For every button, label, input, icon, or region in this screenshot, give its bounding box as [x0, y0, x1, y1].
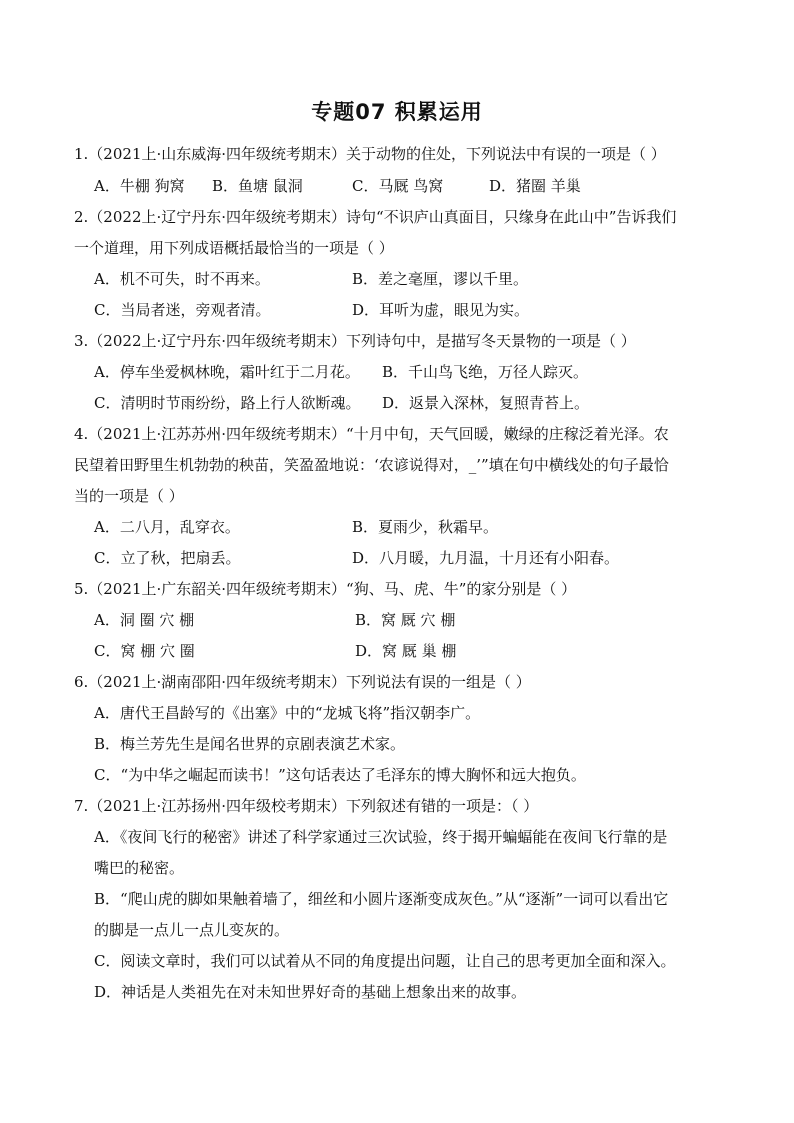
q5-option-d: D．窝 厩 巢 棚	[355, 642, 457, 660]
page-title: 专题07 积累运用	[311, 100, 483, 124]
q6-option-c: C．“为中华之崛起而读书！”这句话表达了毛泽东的博大胸怀和远大抱负。	[94, 766, 586, 784]
q5-option-b: B．窝 厩 穴 棚	[355, 611, 456, 629]
q3-option-a: A．停车坐爱枫林晚，霜叶红于二月花。	[94, 363, 360, 381]
q4-option-c: C．立了秋，把扇丢。	[94, 549, 241, 567]
q5-option-c: C．窝 棚 穴 圈	[94, 642, 195, 660]
question-2-stem-line1: 2.（2022上·辽宁丹东·四年级统考期末）诗句“不识庐山真面目，只缘身在此山中”告诉我们	[74, 208, 677, 226]
q3-option-b: B．千山鸟飞绝，万径人踪灭。	[382, 363, 589, 381]
question-4-stem-line3: 当的一项是（ ）	[74, 487, 184, 505]
q1-option-d: D．猪圈 羊巢	[489, 177, 581, 195]
q3-option-c: C．清明时节雨纷纷，路上行人欲断魂。	[94, 394, 361, 412]
question-7-stem: 7.（2021上·江苏扬州·四年级校考期末）下列叙述有错的一项是：（ ）	[74, 797, 539, 815]
question-3-stem: 3.（2022上·辽宁丹东·四年级统考期末）下列诗句中，是描写冬天景物的一项是（ ）	[74, 332, 636, 350]
q2-option-c: C．当局者迷，旁观者清。	[94, 301, 271, 319]
q2-option-b: B．差之毫厘，谬以千里。	[352, 270, 529, 288]
question-1-stem: 1.（2021上·山东威海·四年级统考期末）关于动物的住处，下列说法中有误的一项是（ ）	[74, 145, 666, 163]
q7-option-a-line1: A．《夜间飞行的秘密》讲述了科学家通过三次试验，终于揭开蝙蝠能在夜间飞行靠的是	[94, 828, 668, 846]
q7-option-c: C．阅读文章时，我们可以试着从不同的角度提出问题，让自己的思考更加全面和深入。	[94, 952, 676, 970]
question-4-stem-line1: 4.（2021上·江苏苏州·四年级统考期末）“十月中旬，天气回暖，嫩绿的庄稼泛着光泽。农	[74, 425, 669, 443]
q6-option-b: B．梅兰芳先生是闻名世界的京剧表演艺术家。	[94, 735, 406, 753]
q1-option-b: B．鱼塘 鼠洞	[212, 177, 303, 195]
q1-option-a: A．牛棚 狗窝	[94, 177, 185, 195]
q7-option-a-line2: 嘴巴的秘密。	[94, 859, 185, 877]
q3-option-d: D．返景入深林，复照青苔上。	[382, 394, 590, 412]
q4-option-a: A．二八月，乱穿衣。	[94, 518, 240, 536]
question-5-stem: 5.（2021上·广东韶关·四年级统考期末）“狗、马、虎、牛”的家分别是（ ）	[74, 580, 577, 598]
q6-option-a: A．唐代王昌龄写的《出塞》中的“龙城飞将”指汉朝李广。	[94, 704, 481, 722]
q7-option-b-line2: 的脚是一点儿一点儿变灰的。	[94, 921, 290, 939]
q4-option-b: B．夏雨少，秋霜早。	[352, 518, 499, 536]
q5-option-a: A．洞 圈 穴 棚	[94, 611, 195, 629]
q2-option-d: D．耳听为虚，眼见为实。	[352, 301, 530, 319]
question-4-stem-line2: 民望着田野里生机勃勃的秧苗，笑盈盈地说：‘农谚说得对，_’”填在句中横线处的句子最恰	[74, 456, 669, 474]
q4-option-d: D．八月暖，九月温，十月还有小阳春。	[352, 549, 620, 567]
q7-option-b-line1: B．“爬山虎的脚如果触着墙了，细丝和小圆片逐渐变成灰色。”从“逐渐”一词可以看出它	[94, 890, 669, 908]
question-2-stem-line2: 一个道理，用下列成语概括最恰当的一项是（ ）	[74, 239, 394, 257]
q1-option-c: C．马厩 鸟窝	[352, 177, 444, 195]
q7-option-d: D．神话是人类祖先在对未知世界好奇的基础上想象出来的故事。	[94, 983, 527, 1001]
q2-option-a: A．机不可失，时不再来。	[94, 270, 270, 288]
question-6-stem: 6.（2021上·湖南邵阳·四年级统考期末）下列说法有误的一组是（ ）	[74, 673, 531, 691]
